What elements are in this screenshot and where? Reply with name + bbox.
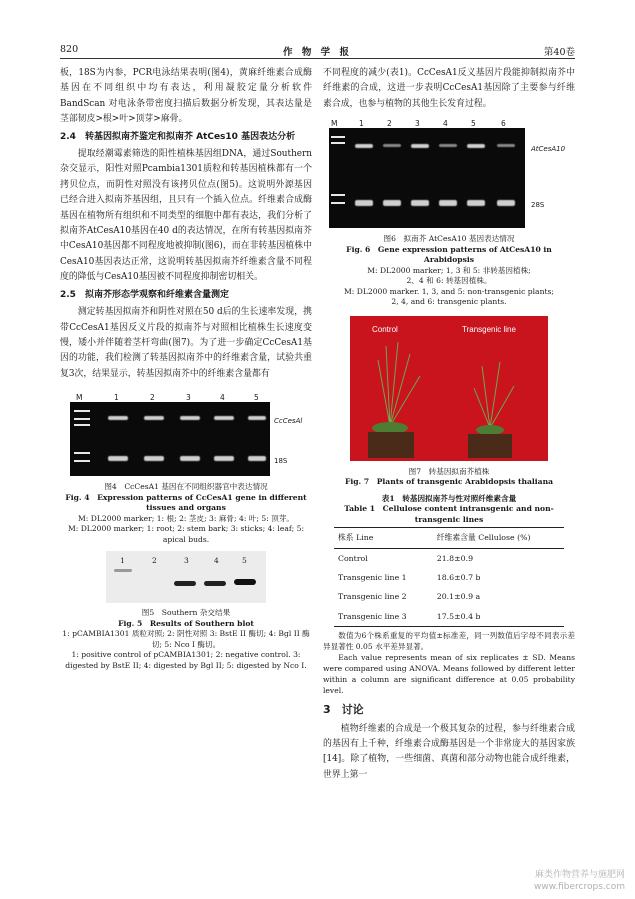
lane-label: 1 (120, 556, 125, 566)
gel-lane-labels (329, 116, 525, 128)
watermark-line: 麻类作物营养与施肥网 (534, 870, 625, 880)
paragraph: 植物纤维素的合成是一个极其复杂的过程，参与纤维素合成的基因有上千种，纤维素合成酶基因是一个非常庞大的基因家族[14]。除了植物，一些细菌、真菌和部分动物也能合成纤维素，世界上第一 (323, 723, 575, 780)
lane-label: 6 (501, 119, 506, 129)
lane-label: 2 (150, 393, 155, 403)
lane-label: 5 (471, 119, 476, 129)
table-1 (323, 494, 575, 697)
left-column (60, 66, 312, 671)
lane-label: M (331, 119, 338, 129)
table-row (334, 568, 564, 587)
figure-legend-en: 2, 4, and 6: transgenic plants. (391, 297, 507, 307)
figure-legend-cn: 1: pCAMBIA1301 质粒对照; 2: 阴性对照 3: BstE II 酶切; 4: Bgl II 酶切; 5: Nco I 酶切。 (62, 629, 310, 649)
figure-5 (60, 551, 312, 671)
page-number: 820 (60, 44, 79, 55)
figure-legend-en: 1: positive control of pCAMBIA1301; 2: negative control. 3: digested by BstE II; 4: digested by Bgl II; 5: digested by Nco I. (65, 650, 307, 670)
figure-caption-en: Fig. 5 Results of Southern blot (118, 618, 254, 628)
volume-label: 第40卷 (543, 47, 575, 58)
figure-legend-en: M: DL2000 marker; 1: root; 2: stem bark; 3: sticks; 4: leaf; 5: apical buds. (67, 524, 305, 544)
table-note-en: Each value represents mean of six replicates ± SD. Means were compared using ANOVA. Means followed by different letter within a column are significant difference at 0.05 probability level. (323, 653, 575, 696)
gene-label: AtCesA10 (531, 145, 566, 154)
figure-legend-cn: 2、4 和 6: 转基因植株。 (406, 276, 492, 286)
table-cell: 18.6±0.7 b (436, 573, 481, 583)
table-row (334, 587, 564, 606)
paragraph: 测定转基因拟南芥和阴性对照在50 d后的生长速率发现，携带CcCesA1基因反义片段的拟南芥与对照相比植株生长速度变慢，矮小并伴随着茎杆弯曲(图7)。为了进一步确定CcCesA1基因的功能，我们检测了转基因拟南芥中的纤维素含量，试验共重复3次，结果显示，转基因拟南芥中的纤维素含量都有 (60, 307, 312, 379)
lane-label: 1 (114, 393, 119, 403)
figure-caption-cn: 图6 拟南芥 AtCesA10 基因表达情况 (383, 234, 515, 244)
table-cell: 17.5±0.4 b (433, 607, 564, 627)
section-heading-2-4: 2.4 转基因拟南芥鉴定和拟南芥 AtCes10 基因表达分析 (60, 131, 296, 142)
plant-photo (350, 316, 548, 461)
figure-caption-en: Fig. 4 Expression patterns of CcCesA1 gene in different tissues and organs (65, 492, 307, 513)
lane-label: M (76, 393, 83, 403)
table-cell: Transgenic line 1 (338, 573, 407, 583)
photo-label-transgenic: Transgenic line (462, 324, 516, 334)
table-cell: Transgenic line 2 (338, 592, 407, 602)
lane-label: 3 (186, 393, 191, 403)
figure-caption-cn: 图7 转基因拟南芥植株 (408, 466, 490, 476)
figure-caption-en: Fig. 6 Gene expression patterns of AtCesA10 in Arabidopsis (346, 244, 552, 265)
table-row (334, 548, 564, 568)
blot-image-fig5 (106, 551, 266, 603)
figure-6 (323, 116, 575, 308)
lane-label: 5 (242, 556, 247, 566)
figure-7 (323, 316, 575, 488)
lane-label: 4 (443, 119, 448, 129)
figure-caption-cn: 图5 Southern 杂交结果 (141, 608, 231, 618)
paragraph: 板，18S为内参，PCR电泳结果表明(图4)，黄麻纤维素合成酶基因在不同组织中均有表达，利用凝胶定量分析软件 BandScan 对电泳条带密度扫描后数据分析发现，其表达量是茎部韧皮>根>叶>顶芽>麻骨。 (60, 68, 312, 125)
figure-caption-en: Fig. 7 Plants of transgenic Arabidopsis thaliana (344, 477, 554, 487)
journal-name: 作 物 学 报 (283, 47, 352, 58)
gene-label: CcCesAl (274, 417, 303, 426)
figure-caption-cn: 图4 CcCesA1 基因在不同组织器官中表达情况 (104, 482, 268, 492)
watermark (534, 869, 625, 893)
running-header (60, 44, 575, 58)
figure-legend-cn: M: DL2000 marker; 1: 根; 2: 茎皮; 3: 麻骨; 4: 叶; 5: 顶芽。 (78, 513, 294, 523)
column-header: 株系 Line (334, 528, 433, 548)
lane-label: 4 (220, 393, 225, 403)
table-cell: Transgenic line 3 (334, 607, 433, 627)
paragraph: 不同程度的减少(表1)。CcCesA1反义基因片段能抑制拟南芥中纤维素的合成，这进一步表明CcCesA1基因除了主要参与纤维素合成，也参与植物的其他生长发育过程。 (323, 68, 575, 109)
lane-label: 3 (415, 119, 420, 129)
lane-label: 2 (152, 556, 157, 566)
lane-label: 3 (184, 556, 189, 566)
photo-label-control: Control (372, 324, 398, 334)
ref-label: 18S (274, 457, 288, 466)
lane-label: 4 (214, 556, 219, 566)
gel-image-fig6 (329, 128, 525, 228)
plant-drawing (350, 316, 548, 461)
lane-label: 2 (387, 119, 392, 129)
section-heading-2-5: 2.5 拟南芥形态学观察和纤维素含量测定 (60, 289, 229, 300)
column-header: 纤维素含量 Cellulose (%) (433, 528, 564, 548)
table-row (334, 607, 564, 627)
cellulose-table (334, 527, 564, 627)
lane-label: 5 (254, 393, 259, 403)
table-title-cn: 表1 转基因拟南芥与性对照纤维素含量 (381, 493, 517, 503)
table-cell: 21.8±0.9 (436, 553, 474, 563)
table-cell: Control (338, 553, 368, 563)
figure-legend-cn: M: DL2000 marker; 1, 3 和 5: 非转基因植株; (367, 265, 531, 275)
table-header-row (334, 528, 564, 548)
watermark-line: www.fibercrops.com (534, 882, 625, 892)
header-rule (60, 58, 575, 59)
right-column (323, 66, 575, 783)
figure-4 (60, 390, 312, 545)
table-title-en: Table 1 Cellulose content intransgenic and non-transgenic lines (344, 504, 554, 524)
gel-lane-labels (70, 390, 270, 402)
figure-legend-en: M: DL2000 marker. 1, 3, and 5: non-transgenic plants; (344, 286, 554, 296)
table-note-cn: 数值为6个株系重复的平均值±标准差，同一列数值后字母不同表示差异显著性 0.05 水平差异显著。 (323, 631, 575, 652)
lane-label: 1 (359, 119, 364, 129)
paragraph: 提取经潮霉素筛选的阳性植株基因组DNA，通过Southern杂交显示，阳性对照Pcambia1301质粒和转基因植株都有一个拷贝位点，而阴性对照没有该拷贝位点(图5)。这说明外源基因已经合进入拟南芥基因组，且只有一个插入位点。纤维素合成酶基因在植物所有组织和不同类型的细胞中都有表达，我们分析了拟南芥AtCesA10基因在40 d的表达情况，在所有转基因拟南芥中CesA10基因都不同程度地被抑制(图6)，而在非转基因植株中CesA10基因表达正常，这说明转基因拟南芥纤维素含量不同程度的降低与CesA10基因被不同程度抑制密切相关。 (60, 149, 312, 283)
section-heading-3: 3 讨论 (323, 703, 364, 717)
gel-image-fig4 (70, 402, 270, 476)
ref-label: 28S (531, 201, 545, 210)
table-cell: 20.1±0.9 a (436, 592, 481, 602)
